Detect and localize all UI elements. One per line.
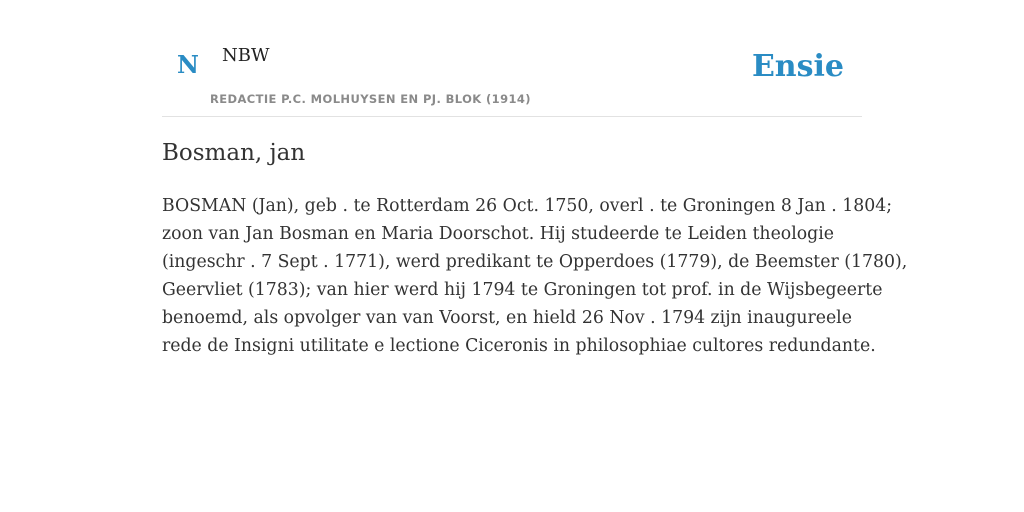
source-name[interactable]: NBW bbox=[222, 45, 270, 66]
source-logo[interactable]: N bbox=[177, 50, 199, 79]
brand-logo[interactable]: Ensie bbox=[751, 49, 844, 84]
article-body-line: (ingeschr . 7 Sept . 1771), werd predikant te Opperdoes (1779), de Beemster (1780), bbox=[162, 252, 908, 272]
article-title: Bosman, jan bbox=[162, 140, 306, 166]
article-body-line: benoemd, als opvolger van van Voorst, en hield 26 Nov . 1794 zijn inaugureele bbox=[162, 308, 852, 328]
header bbox=[162, 0, 862, 117]
source-editors: REDACTIE P.C. MOLHUYSEN EN PJ. BLOK (1914) bbox=[210, 92, 531, 106]
article-body-line: rede de Insigni utilitate e lectione Ciceronis in philosophiae cultores redundante. bbox=[162, 336, 876, 356]
article-body bbox=[162, 192, 908, 360]
article-body-line: Geervliet (1783); van hier werd hij 1794 te Groningen tot prof. in de Wijsbegeerte bbox=[162, 280, 883, 300]
article-body-line: zoon van Jan Bosman en Maria Doorschot. Hij studeerde te Leiden theologie bbox=[162, 224, 834, 244]
article-body-line: BOSMAN (Jan), geb . te Rotterdam 26 Oct. 1750, overl . te Groningen 8 Jan . 1804; bbox=[162, 196, 893, 216]
